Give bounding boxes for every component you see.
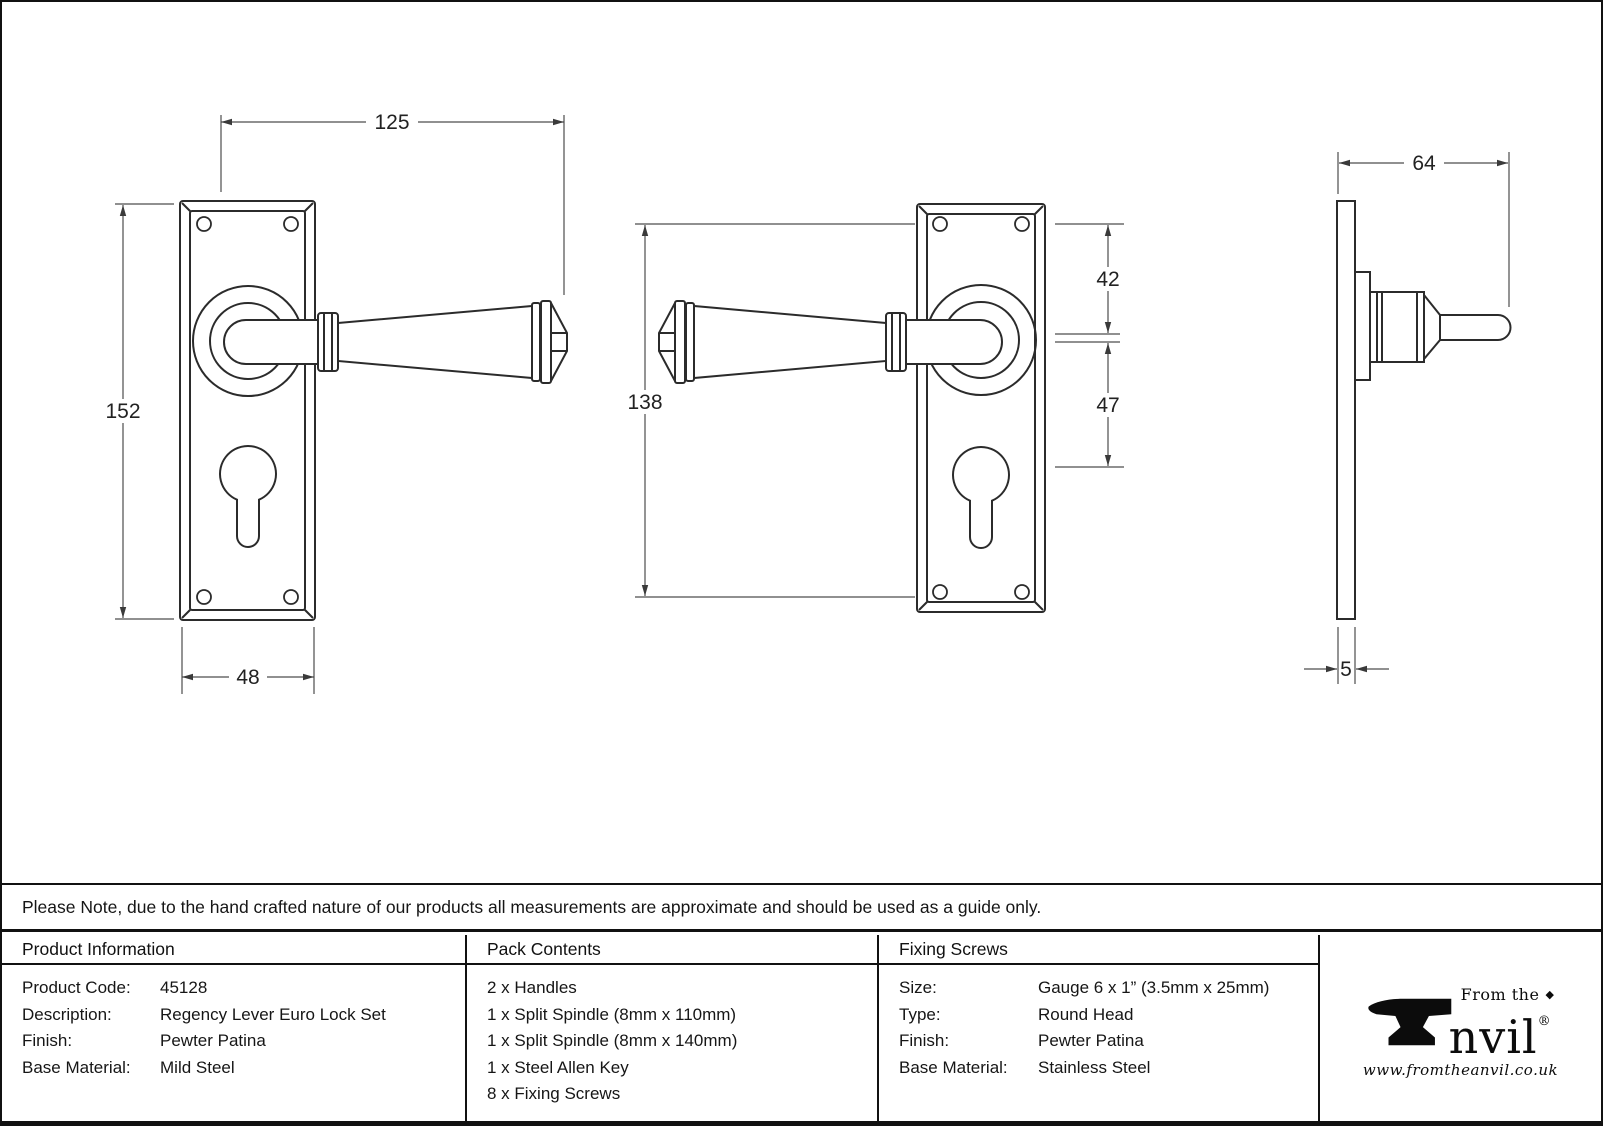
row-label: Finish: (22, 1031, 73, 1050)
fixing-screws-column (879, 935, 1320, 1121)
list-item: 1 x Split Spindle (8mm x 140mm) (487, 1031, 738, 1050)
side-view (1337, 201, 1511, 619)
backplate (917, 204, 1045, 612)
logo-tagline-text: From the (1460, 985, 1540, 1004)
row-value: Round Head (1038, 1004, 1134, 1024)
screw-holes (197, 217, 298, 604)
note-text: Please Note, due to the hand crafted nature of our products all measurements are approximate and should be used as a guide only. (22, 896, 1042, 917)
row-label: Base Material: (899, 1057, 1008, 1077)
dimensions-middle-view (620, 224, 1127, 597)
dim-label-42: 42 (1096, 268, 1120, 291)
list-item: 1 x Split Spindle (8mm x 110mm) (487, 1004, 737, 1024)
logo-wordmark-text: nvil (1448, 1010, 1538, 1064)
dim-label-5: 5 (1340, 658, 1352, 681)
front-view-lever-left (659, 204, 1045, 612)
from-the-anvil-logo (1363, 985, 1558, 1079)
dim-label-48: 48 (236, 666, 260, 689)
screw-holes (933, 217, 1029, 599)
row-label: Size: (899, 978, 937, 997)
row-value: 45128 (160, 978, 208, 997)
fixing-screws-rows (879, 965, 1318, 1081)
fixing-screws-header: Fixing Screws (879, 935, 1318, 965)
hub-block (1355, 272, 1370, 380)
front-view-lever-right (180, 201, 567, 620)
brand-cell (1320, 935, 1601, 1121)
euro-keyhole (220, 446, 276, 547)
list-item: 1 x Steel Allen Key (487, 1057, 629, 1077)
anvil-icon (1367, 991, 1453, 1053)
row-label: Description: (22, 1004, 112, 1024)
product-information-header: Product Information (2, 935, 465, 965)
dimensions-side-view (1304, 151, 1509, 684)
rose-cylinder (1370, 292, 1424, 362)
pack-contents-header: Pack Contents (467, 935, 877, 965)
list-item: 2 x Handles (487, 978, 577, 997)
diamond-icon: ◆ (1545, 988, 1555, 1001)
list-item: 8 x Fixing Screws (487, 1084, 621, 1103)
product-information-rows (2, 965, 465, 1081)
row-label: Finish: (899, 1031, 950, 1050)
dim-label-47: 47 (1096, 394, 1120, 417)
lever-profile (1424, 295, 1511, 359)
logo-top (1367, 985, 1555, 1064)
technical-drawing (2, 2, 1603, 883)
info-table (2, 935, 1601, 1124)
row-value: Stainless Steel (1038, 1057, 1151, 1077)
euro-keyhole (953, 447, 1009, 548)
row-value: Gauge 6 x 1” (3.5mm x 25mm) (1038, 978, 1270, 997)
backplate-edge (1337, 201, 1355, 619)
backplate (180, 201, 315, 620)
dim-label-152: 152 (105, 400, 141, 423)
row-value: Regency Lever Euro Lock Set (160, 1004, 386, 1024)
dimensions-left-view (98, 110, 564, 694)
dim-label-138: 138 (627, 391, 663, 414)
logo-text (1448, 985, 1555, 1064)
product-information-column (2, 935, 467, 1121)
logo-wordmark (1448, 1002, 1551, 1064)
row-value: Mild Steel (160, 1057, 235, 1077)
dim-label-64: 64 (1412, 152, 1436, 175)
row-label: Base Material: (22, 1057, 131, 1077)
row-value: Pewter Patina (160, 1031, 266, 1050)
pack-contents-column (467, 935, 879, 1121)
row-label: Product Code: (22, 978, 131, 997)
registered-mark: ® (1537, 1014, 1551, 1029)
logo-website: www.fromtheanvil.co.uk (1362, 1061, 1559, 1079)
pack-contents-list (467, 965, 877, 1108)
dim-label-125: 125 (374, 111, 410, 134)
lever-handle (659, 301, 1002, 383)
row-value: Pewter Patina (1038, 1031, 1144, 1050)
row-label: Type: (899, 1004, 941, 1024)
note-bar (2, 883, 1601, 932)
